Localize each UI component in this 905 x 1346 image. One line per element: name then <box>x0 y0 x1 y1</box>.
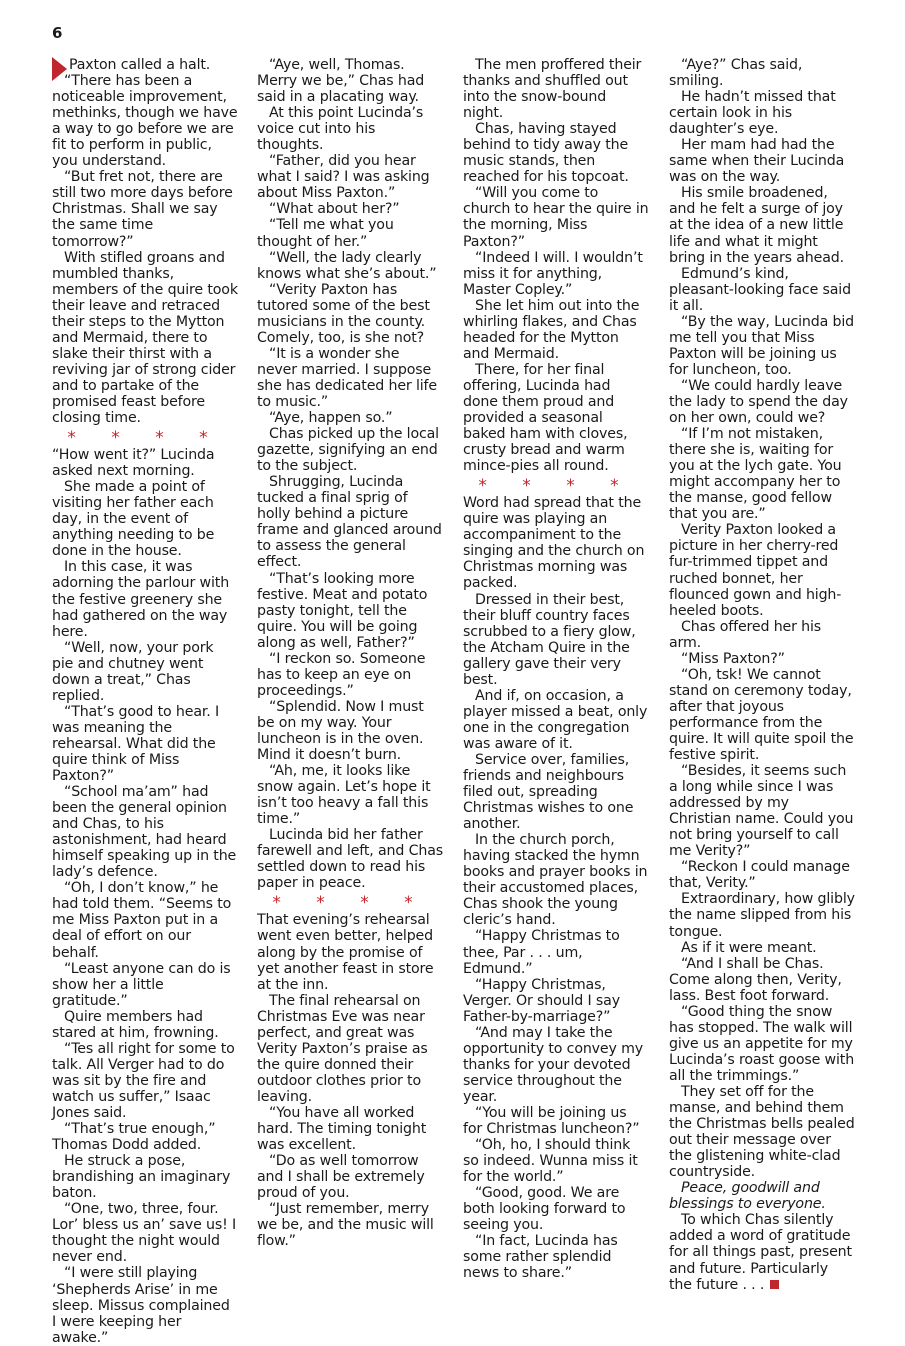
paragraph: “Tes all right for some to talk. All Verger had to do was sit by the fire and watch us suffer,” Isaac Jones said. <box>52 1040 235 1121</box>
paragraph: “Aye?” Chas said, smiling. <box>669 57 803 90</box>
text-column-3 <box>463 57 649 1282</box>
paragraph: Verity Paxton looked a picture in her cherry-red fur-trimmed tippet and ruched bonnet, her flounced gown and high-heeled boots. <box>669 522 842 619</box>
paragraph: “Just remember, merry we be, and the music will flow.” <box>257 1201 434 1250</box>
paragraph: “Happy Christmas to thee, Par . . . um, Edmund.” <box>463 928 620 977</box>
end-of-story-square-icon <box>770 1280 779 1289</box>
paragraph: As if it were meant. <box>681 939 817 956</box>
paragraph: Chas, having stayed behind to tidy away the music stands, then reached for his topcoat. <box>463 121 629 186</box>
paragraph: His smile broadened, and he felt a surge of joy at the idea of a new little life and what it might bring in the years ahead. <box>669 185 844 266</box>
paragraph: “You will be joining us for Christmas luncheon?” <box>463 1105 640 1138</box>
paragraph: “Happy Christmas, Verger. Or should I say Father-by-marriage?” <box>463 976 620 1025</box>
paragraph: “Aye, well, Thomas. Merry we be,” Chas had said in a placating way. <box>257 57 425 106</box>
paragraph: “Indeed I will. I wouldn’t miss it for anything, Master Copley.” <box>463 249 643 298</box>
paragraph: The men proffered their thanks and shuffled out into the snow-bound night. <box>463 57 642 122</box>
paragraph: That evening’s rehearsal went even better, helped along by the promise of yet another feast in store at the inn. <box>257 912 434 993</box>
paragraph: “But fret not, there are still two more days before Christmas. Shall we say the same time tomorrow?” <box>52 169 233 250</box>
paragraph: “If I’m not mistaken, there she is, waiting for you at the lych gate. You might accompany her to the manse, good fellow that you are.” <box>669 426 842 523</box>
paragraph: “One, two, three, four. Lor’ bless us an’ save us! I thought the night would never end. <box>52 1201 237 1266</box>
paragraph: “That’s looking more festive. Meat and potato pasty tonight, tell the quire. You will be going along as well, Father?” <box>257 570 428 651</box>
paragraph: There, for her final offering, Lucinda had done them proud and provided a seasonal baked ham with cloves, crusty bread and warm mince-pies all round. <box>463 361 628 475</box>
paragraph: “By the way, Lucinda bid me tell you that Miss Paxton will be joining us for luncheon, too. <box>669 313 855 378</box>
paragraph: Lucinda bid her father farewell and left, and Chas settled down to read his paper in peace. <box>257 827 443 892</box>
paragraph: “Well, the lady clearly knows what she’s about.” <box>257 249 437 282</box>
section-separator: * * * * <box>67 428 223 449</box>
paragraph: “Miss Paxton?” <box>681 650 785 667</box>
paragraph: “That’s true enough,” Thomas Dodd added. <box>52 1121 216 1154</box>
paragraph: “Besides, it seems such a long while since I was addressed by my Christian name. Could you not bring yourself to call me Verity?” <box>669 763 854 860</box>
paragraph: Edmund’s kind, pleasant-looking face said it all. <box>669 265 851 314</box>
paragraph: “Aye, happen so.” <box>269 410 393 427</box>
section-separator: * * * * <box>478 476 634 497</box>
paragraph: They set off for the manse, and behind them the Christmas bells pealed out their message over the glistening white-clad countryside. <box>669 1084 855 1181</box>
paragraph: “I were still playing ‘Shepherds Arise’ in me sleep. Missus complained I were keeping her awake.” <box>52 1265 230 1346</box>
paragraph: “School ma’am” had been the general opinion and Chas, to his astonishment, had heard himself speaking up in the lady’s defence. <box>52 784 237 881</box>
section-separator: * * * * <box>272 893 428 914</box>
paragraph: “Good, good. We are both looking forward to seeing you. <box>463 1185 626 1234</box>
paragraph: “Least anyone can do is show her a little gratitude.” <box>52 960 231 1009</box>
paragraph: He hadn’t missed that certain look in his daughter’s eye. <box>669 89 836 138</box>
paragraph: Chas offered her his arm. <box>669 618 822 651</box>
paragraph: Extraordinary, how glibly the name slipped from his tongue. <box>669 891 855 940</box>
paragraph: “Do as well tomorrow and I shall be extremely proud of you. <box>257 1153 425 1202</box>
paragraph: “Oh, tsk! We cannot stand on ceremony today, after that joyous performance from the quire. It will quite spoil the festive spirit. <box>669 666 854 764</box>
text-column-2 <box>257 57 443 1249</box>
final-paragraph-text: To which Chas silently added a word of gratitude for all things past, present and future. Particularly the future . . . <box>669 1212 852 1293</box>
paragraph: Service over, families, friends and neighbours filed out, spreading Christmas wishes to one another. <box>463 751 634 833</box>
paragraph: She made a point of visiting her father each day, in the event of anything needing to be done in the house. <box>52 479 215 560</box>
paragraph: In the church porch, having stacked the hymn books and prayer books in their accustomed places, Chas shook the young cleric’s hand. <box>463 832 648 929</box>
paragraph: “It is a wonder she never married. I suppose she has dedicated her life to music.” <box>257 345 437 410</box>
paragraph: He struck a pose, brandishing an imaginary baton. <box>52 1153 231 1202</box>
final-paragraph <box>669 1212 855 1292</box>
paragraph: And if, on occasion, a player missed a beat, only one in the congregation was aware of it. <box>463 687 648 752</box>
paragraph: “Good thing the snow has stopped. The walk will give us an appetite for my Lucinda’s roast goose with all the trimmings.” <box>669 1003 855 1084</box>
paragraph: Paxton called a halt. <box>69 57 211 73</box>
paragraph: “Reckon I could manage that, Verity.” <box>669 859 850 892</box>
paragraph: “Ah, me, it looks like snow again. Let’s hope it isn’t too heavy a fall this time.” <box>257 763 431 828</box>
paragraph: “And I shall be Chas. Come along then, Verity, lass. Best foot forward. <box>669 955 842 1004</box>
paragraph: With stifled groans and mumbled thanks, members of the quire took their leave and retraced their steps to the Mytton and Mermaid, there to slake their thirst with a reviving jar of strong cider and to partake of the promised feast before closing time. <box>52 249 238 427</box>
paragraph: “In fact, Lucinda has some rather splendid news to share.” <box>463 1233 618 1282</box>
paragraph: “Oh, I don’t know,” he had told them. “Seems to me Miss Paxton put in a deal of effort on our behalf. <box>52 880 232 961</box>
paragraph: “You have all worked hard. The timing tonight was excellent. <box>257 1105 427 1154</box>
paragraph: “There has been a noticeable improvement, methinks, though we have a way to go before we are fit to perform in public, you understand. <box>52 73 238 170</box>
paragraph: “Oh, ho, I should think so indeed. Wunna miss it for the world.” <box>463 1137 638 1186</box>
paragraph: “And may I take the opportunity to convey my thanks for your devoted service throughout the year. <box>463 1024 644 1105</box>
paragraph: Dressed in their best, their bluff country faces scrubbed to a fiery glow, the Atcham Quire in the gallery gave their very best. <box>463 591 636 688</box>
paragraph: Quire members had stared at him, frowning. <box>52 1008 219 1041</box>
paragraph: “We could hardly leave the lady to spend the day on her own, could we? <box>669 377 848 427</box>
paragraph: In this case, it was adorning the parlour with the festive greenery she had gathered on the way here. <box>52 559 230 640</box>
paragraph: Her mam had had the same when their Lucinda was on the way. <box>669 137 845 186</box>
paragraph: “Verity Paxton has tutored some of the best musicians in the county. Comely, too, is she not? <box>257 281 430 346</box>
text-column-4 <box>669 57 855 1293</box>
paragraph: “Tell me what you thought of her.” <box>257 217 394 250</box>
italic-paragraph: Peace, goodwill and blessings to everyone. <box>669 1180 826 1213</box>
paragraph: “That’s good to hear. I was meaning the rehearsal. What did the quire think of Miss Paxton?” <box>52 703 220 785</box>
paragraph: “How went it?” Lucinda asked next morning. <box>52 447 215 480</box>
paragraph: “What about her?” <box>269 201 400 218</box>
text-column-1 <box>52 57 238 1346</box>
page-number: 6 <box>52 24 63 42</box>
paragraph: “Splendid. Now I must be on my way. Your luncheon is in the oven. Mind it doesn’t burn. <box>257 698 424 764</box>
paragraph: Chas picked up the local gazette, signifying an end to the subject. <box>257 426 439 475</box>
paragraph: “Will you come to church to hear the quire in the morning, Miss Paxton?” <box>463 185 649 250</box>
paragraph: Shrugging, Lucinda tucked a final sprig of holly behind a picture frame and glanced around to assess the general effect. <box>257 474 442 571</box>
paragraph: At this point Lucinda’s voice cut into his thoughts. <box>257 105 424 154</box>
paragraph: She let him out into the whirling flakes, and Chas headed for the Mytton and Mermaid. <box>463 297 640 362</box>
paragraph: “I reckon so. Someone has to keep an eye on proceedings.” <box>257 650 426 699</box>
paragraph: “Father, did you hear what I said? I was asking about Miss Paxton.” <box>257 153 430 202</box>
paragraph: The final rehearsal on Christmas Eve was near perfect, and great was Verity Paxton’s praise as the quire donned their outdoor clothes prior to leaving. <box>257 992 428 1105</box>
paragraph: “Well, now, your pork pie and chutney went down a treat,” Chas replied. <box>52 639 214 704</box>
paragraph: Word had spread that the quire was playing an accompaniment to the singing and the church on Christmas morning was packed. <box>463 495 645 592</box>
